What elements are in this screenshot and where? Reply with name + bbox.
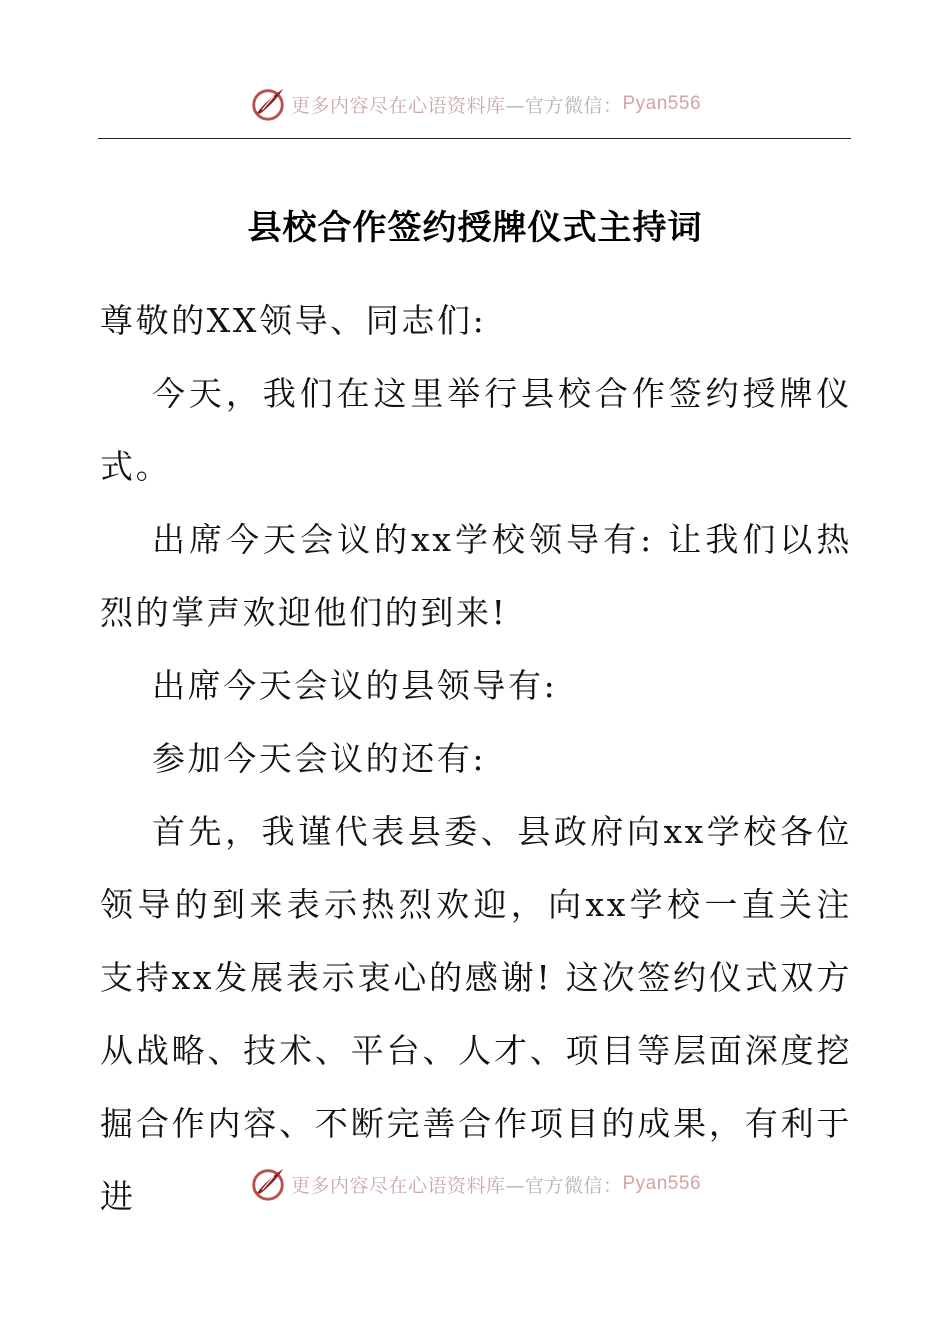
- header-watermark: [0, 84, 950, 124]
- paragraph: 出席今天会议的县领导有:: [152, 666, 558, 705]
- paragraph: 参加今天会议的还有:: [152, 739, 487, 778]
- quill-circle-icon: [249, 1165, 287, 1203]
- paragraph: 出席今天会议的xx学校领导有: 让我们以热烈的掌声欢迎他们的到来!: [100, 520, 852, 632]
- watermark-main-text: 更多内容尽在心语资料库: [290, 1174, 506, 1197]
- header-divider: [98, 138, 851, 139]
- paragraph: 今天，我们在这里举行县校合作签约授牌仪式。: [100, 374, 852, 486]
- paragraph: 首先，我谨代表县委、县政府向xx学校各位领导的到来表示热烈欢迎，向xx学校一直关注支持xx发展表示衷心的感谢! 这次签约仪式双方从战略、技术、平台、人才、项目等层面深度挖掘合作内容、不断完善合作项目的成果，有利于进: [100, 812, 852, 1216]
- watermark-dash-text: —官方微信：: [505, 94, 623, 117]
- watermark-main-text: 更多内容尽在心语资料库: [290, 94, 506, 117]
- watermark-dash-text: —官方微信：: [505, 1174, 623, 1197]
- document-body: [100, 284, 852, 1233]
- quill-circle-icon: [249, 85, 287, 123]
- watermark-id-text: Pyan556: [622, 1173, 702, 1194]
- salutation: 尊敬的XX领导、同志们:: [100, 301, 487, 340]
- footer-watermark: [0, 1164, 950, 1204]
- watermark-id-text: Pyan556: [622, 93, 702, 114]
- document-title: 县校合作签约授牌仪式主持词: [247, 208, 703, 248]
